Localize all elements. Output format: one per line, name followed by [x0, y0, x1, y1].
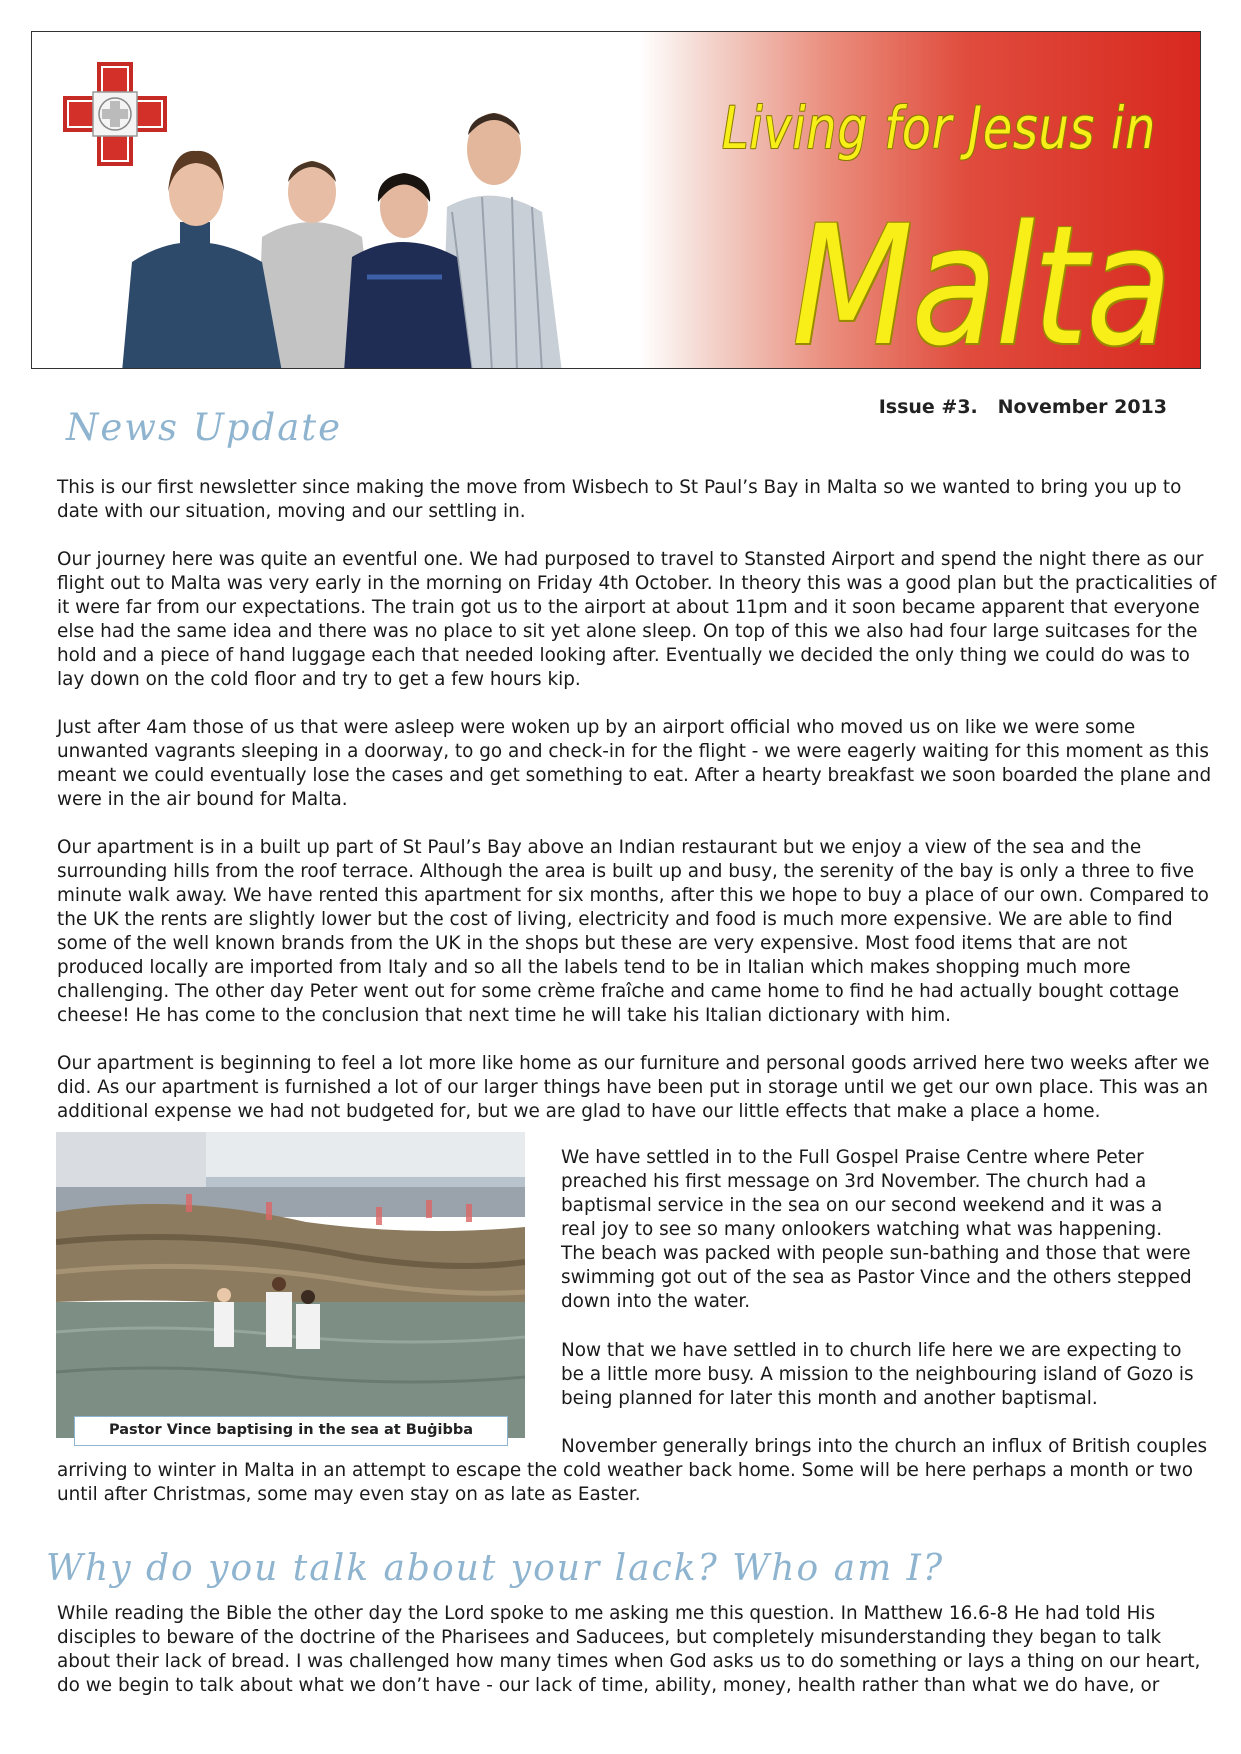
- person-blue-sweater: [122, 151, 282, 369]
- baptism-photo: [56, 1132, 525, 1438]
- person-navy-shirt: [344, 173, 472, 369]
- newsletter-banner: [31, 31, 1201, 369]
- paragraph-journey: Our journey here was quite an eventful one. We had purposed to travel to Stansted Airport and spend the night there as our flight out to Malta was very early in the morning on Friday 4th October. In theory this was a good plan but the practicalities of it were far from our expectations. The train got us to the airport at about 11pm and it soon became apparent that everyone else had the same idea and there was no place to sit yet alone sleep. On top of this we also had four large suitcases for the hold and a piece of hand luggage each that needed looking after. Eventually we decided the only thing we could do was to lay down on the cold floor and try to get a few hours kip.: [57, 549, 1217, 690]
- paragraph-mission: Now that we have settled in to church life here we are expecting to be a little more busy. A mission to the neighbouring island of Gozo is being planned for later this month and another baptismal.: [561, 1340, 1194, 1409]
- paragraph-intro: This is our first newsletter since making the move from Wisbech to St Paul’s Bay in Malta so we wanted to bring you up to date with our situation, moving and our settling in.: [57, 477, 1182, 522]
- newsletter-title-malta: Malta: [792, 190, 1171, 369]
- paragraph-winter: [57, 1435, 1217, 1507]
- newsletter-title-line1: Living for Jesus in: [722, 94, 1157, 162]
- family-photo: [112, 87, 612, 369]
- paragraph-bible: While reading the Bible the other day the Lord spoke to me asking me this question. In Matthew 16.6-8 He had told His disciples to beware of the doctrine of the Pharisees and Saducees, but completely misunderstanding they began to talk about their lack of bread. I was challenged how many times when God asks us to do something or lays a thing on our heart, do we begin to talk about what we don’t have - our lack of time, ability, money, health rather than what we do have, or: [57, 1603, 1201, 1696]
- photo-caption: Pastor Vince baptising in the sea at Buġibba: [74, 1416, 508, 1446]
- paragraph-apartment: Our apartment is in a built up part of St Paul’s Bay above an Indian restaurant but we enjoy a view of the sea and the surrounding hills from the roof terrace. Although the area is built up and busy, the serenity of the bay is only a three to five minute walk away. We have rented this apartment for six months, after this we hope to buy a place of our own. Compared to the UK the rents are slightly lower but the cost of living, electricity and food is much more expensive. We are able to find some of the well known brands from the UK in the shops but these are very expensive. Most food items that are not produced locally are imported from Italy and so all the labels tend to be in Italian which makes shopping much more challenging. The other day Peter went out for some crème fraîche and came home to find he had actually bought cottage cheese! He has come to the conclusion that next time he will take his Italian dictionary with him.: [57, 837, 1209, 1026]
- paragraph-winter-text: November generally brings into the church an influx of British couples arriving to winter in Malta in an attempt to escape the cold weather back home. Some will be here perhaps a month or two until after Christmas, some may even stay on as late as Easter.: [57, 1436, 1208, 1505]
- paragraph-airport: Just after 4am those of us that were asleep were woken up by an airport official who moved us on like we were some unwanted vagrants sleeping in a doorway, to go and check-in for the flight - we were eagerly waiting for this moment as this meant we could eventually lose the cases and get something to eat. After a hearty breakfast we soon boarded the plane and were in the air bound for Malta.: [57, 717, 1212, 810]
- lack-heading: Why do you talk about your lack? Who am I?: [46, 1548, 945, 1589]
- paragraph-church: We have settled in to the Full Gospel Praise Centre where Peter preached his first message on 3rd November. The church had a baptismal service in the sea on our second weekend and it was a real joy to see so many onlookers watching what was happening. The beach was packed with people sun-bathing and those that were swimming got out of the sea as Pastor Vince and the others stepped down into the water.: [561, 1147, 1192, 1312]
- news-update-heading: News Update: [66, 406, 343, 449]
- paragraph-furniture: Our apartment is beginning to feel a lot more like home as our furniture and personal goods arrived here two weeks after we did. As our apartment is furnished a lot of our larger things have been put in storage until we get our own place. This was an additional expense we had not budgeted for, but we are glad to have our little effects that make a place a home.: [57, 1053, 1210, 1122]
- issue-label: Issue #3. November 2013: [878, 396, 1167, 418]
